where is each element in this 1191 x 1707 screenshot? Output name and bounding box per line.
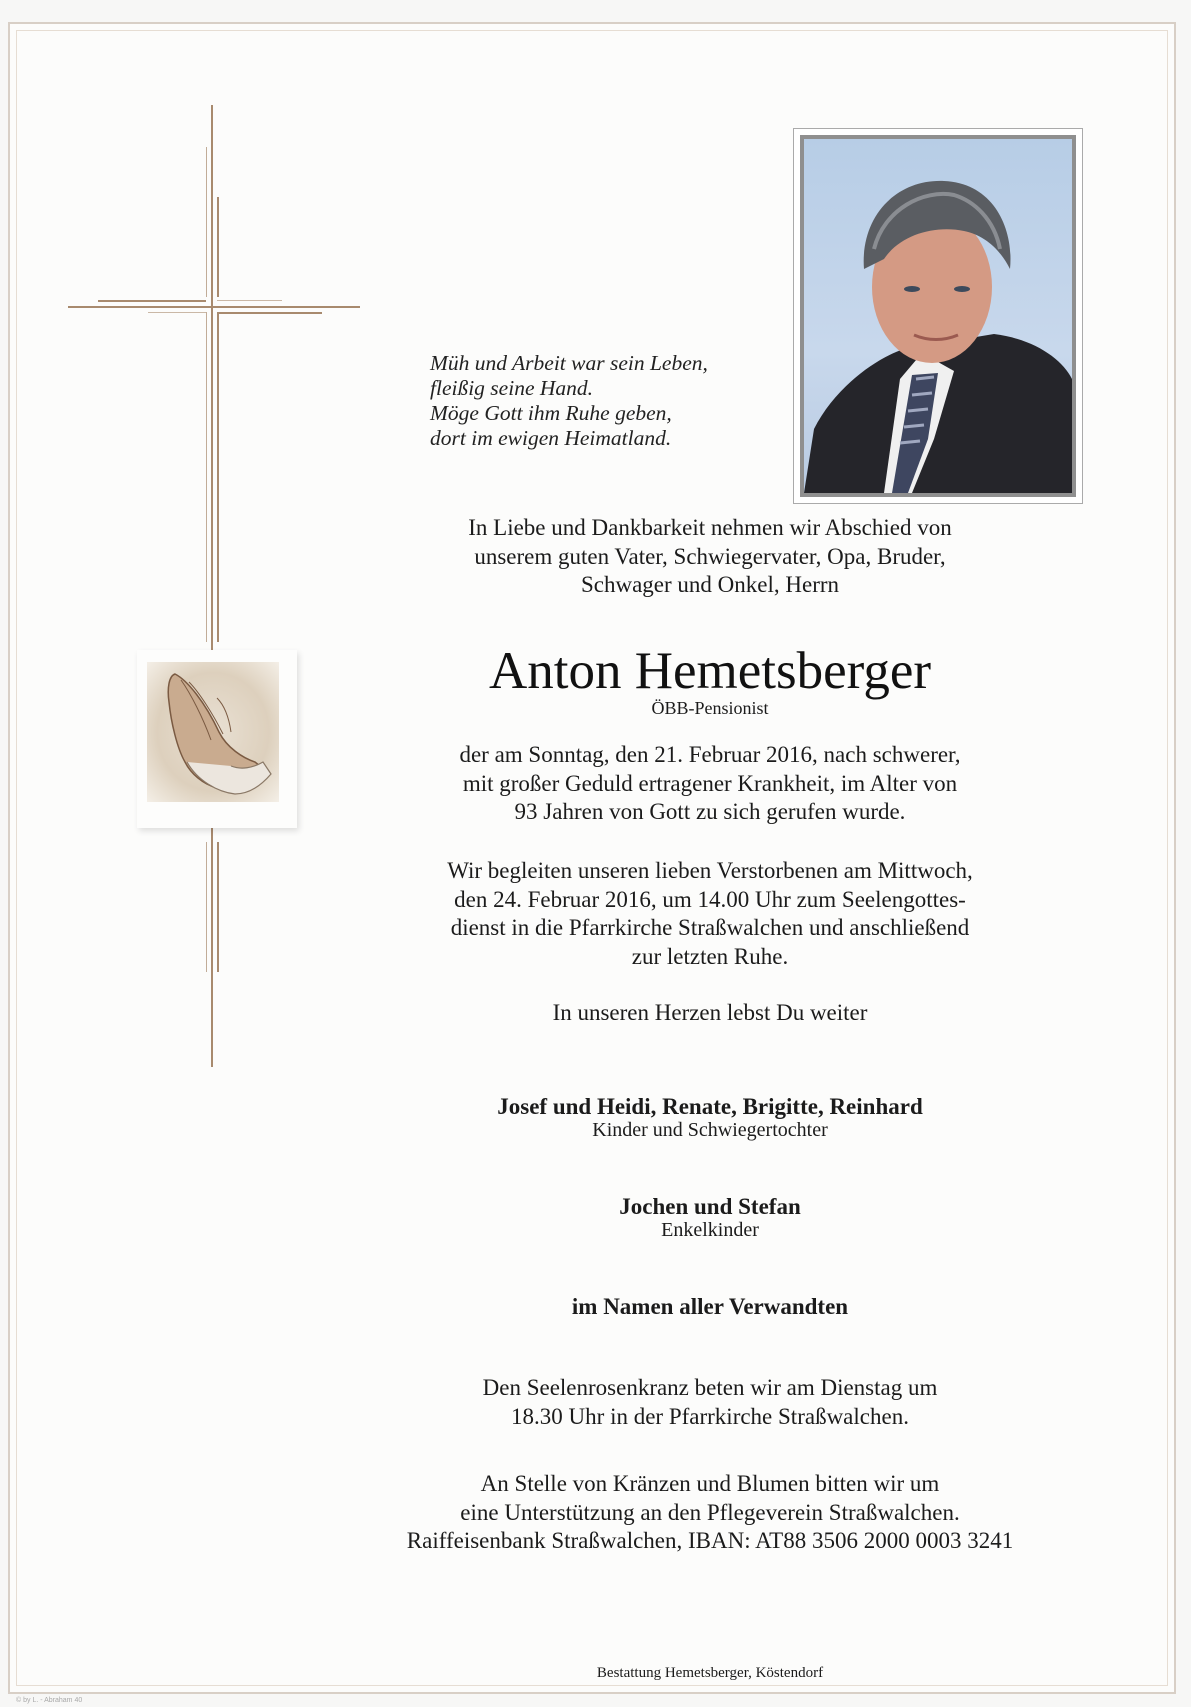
praying-hands-icon xyxy=(147,662,279,802)
death-notice-line: 93 Jahren von Gott zu sich gerufen wurde. xyxy=(514,799,906,824)
poem-line: Müh und Arbeit war sein Leben, xyxy=(430,351,708,375)
funeral-line: zur letzten Ruhe. xyxy=(631,943,789,969)
death-notice-line: der am Sonntag, den 21. Februar 2016, nach schwerer, xyxy=(459,742,961,767)
intro-line: Schwager und Onkel, Herrn xyxy=(580,572,840,597)
obituary-page xyxy=(8,22,1176,1694)
poem xyxy=(430,351,708,451)
funeral-line: Wir begleiten unseren lieben Verstorbenen am Mittwoch, xyxy=(447,858,973,883)
death-notice-line: mit großer Geduld ertragener Krankheit, im Alter von xyxy=(462,770,958,796)
funeral-line: dienst in die Pfarrkirche Straßwalchen und anschließend xyxy=(450,915,970,940)
donation-line: Raiffeisenbank Straßwalchen, IBAN: AT88 3506 2000 0003 3241 xyxy=(406,1528,1014,1553)
deceased-title: ÖBB-Pensionist xyxy=(651,698,769,718)
rosary-info xyxy=(390,1374,1030,1431)
mourner-relation: Kinder und Schwiegertochter xyxy=(592,1119,828,1141)
undertaker: Bestattung Hemetsberger, Köstendorf xyxy=(596,1665,824,1681)
mourner-relation: Enkelkinder xyxy=(661,1219,759,1241)
portrait-frame xyxy=(793,128,1083,504)
relatives-line: im Namen aller Verwandten xyxy=(571,1294,849,1319)
donation-line: An Stelle von Kränzen und Blumen bitten wir um xyxy=(480,1471,940,1496)
prayer-card xyxy=(137,650,297,828)
poem-line: Möge Gott ihm Ruhe geben, xyxy=(430,401,672,425)
mourner-names: Jochen und Stefan xyxy=(619,1194,801,1219)
copyright: © by L. - Abraham 40 xyxy=(16,1697,83,1704)
poem-line: dort im ewigen Heimatland. xyxy=(430,426,672,450)
funeral-line: den 24. Februar 2016, um 14.00 Uhr zum Seelengottes- xyxy=(454,886,966,912)
donation-info xyxy=(350,1470,1070,1556)
poem-line: fleißig seine Hand. xyxy=(430,376,594,400)
intro-line: In Liebe und Dankbarkeit nehmen wir Abschied von xyxy=(468,515,952,540)
rosary-line: Den Seelenrosenkranz beten wir am Dienstag um xyxy=(482,1375,938,1400)
closing-line: In unseren Herzen lebst Du weiter xyxy=(552,1000,868,1025)
intro-line: unserem guten Vater, Schwiegervater, Opa, Bruder, xyxy=(474,543,946,569)
portrait-photo xyxy=(800,135,1076,497)
funeral-info xyxy=(390,857,1030,971)
death-notice xyxy=(390,741,1030,827)
intro-text xyxy=(390,514,1030,600)
rosary-line: 18.30 Uhr in der Pfarrkirche Straßwalchen. xyxy=(511,1403,909,1429)
donation-line: eine Unterstützung an den Pflegeverein Straßwalchen. xyxy=(460,1499,960,1525)
deceased-name: Anton Hemetsberger xyxy=(488,642,932,700)
mourner-names: Josef und Heidi, Renate, Brigitte, Reinhard xyxy=(497,1094,923,1119)
